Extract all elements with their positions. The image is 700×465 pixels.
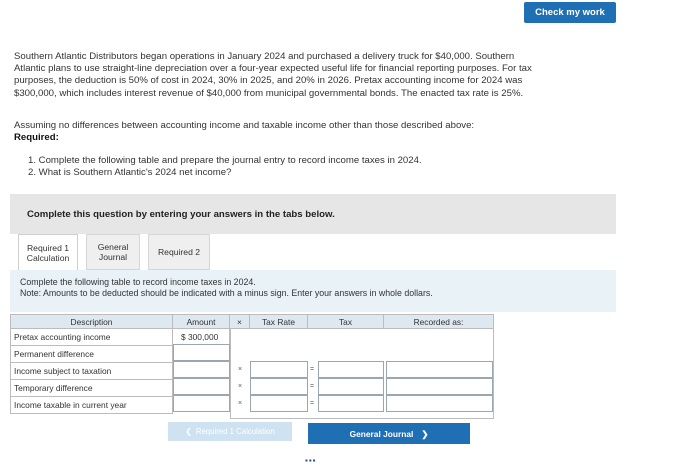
tab-label: Required 1 (26, 242, 70, 253)
tax-temporary-input[interactable] (318, 378, 384, 395)
chevron-right-icon: ❯ (421, 428, 429, 439)
row-label-temporary: Temporary difference (10, 380, 173, 397)
required-label: Required: (14, 132, 59, 143)
header-amount: Amount (173, 314, 230, 329)
task-item: 2. What is Southern Atlantic's 2024 net income? (28, 167, 232, 178)
intro-line: Southern Atlantic Distributors began operations in January 2024 and purchased a delivery truck for $40,000. Southern (14, 51, 515, 62)
prev-tab-button[interactable] (168, 422, 292, 441)
tab-label: Calculation (26, 252, 70, 263)
row-label-income-taxable: Income taxable in current year (10, 397, 173, 414)
amount-pretax: $ 300,000 (173, 329, 230, 346)
times-operator: × (237, 366, 243, 373)
tax-rate-temporary-input[interactable] (250, 378, 308, 395)
tax-rate-income-subject-input[interactable] (250, 361, 308, 378)
header-times: × (230, 314, 250, 329)
header-recorded-as: Recorded as: (384, 314, 494, 329)
header-tax: Tax (308, 314, 384, 329)
tab-label: General (97, 242, 129, 252)
recorded-as-income-subject-input[interactable] (386, 361, 493, 378)
assumption-block (14, 120, 474, 144)
recorded-as-temporary-input[interactable] (386, 378, 493, 395)
header-description: Description (10, 314, 173, 329)
next-tab-label: General Journal (349, 428, 414, 439)
row-label-pretax: Pretax accounting income (10, 329, 173, 346)
instruction-note: Note: Amounts to be deducted should be indicated with a minus sign. Enter your answers in whole dollars. (20, 288, 433, 298)
tab-required-2[interactable] (148, 234, 210, 270)
intro-line: $300,000, which includes interest revenue of $40,000 from municipal governmental bonds. The enacted tax rate is 25%. (14, 87, 524, 99)
tab-general-journal[interactable] (86, 234, 140, 270)
amount-permanent-input[interactable] (173, 344, 230, 361)
tabs-banner: Complete this question by entering your answers in the tabs below. (10, 194, 616, 234)
recorded-as-income-taxable-input[interactable] (386, 395, 493, 412)
chevron-left-icon: ❮ (185, 427, 192, 436)
prev-tab-label: Required 1 Calculation (195, 427, 275, 436)
tax-income-taxable-input[interactable] (318, 395, 384, 412)
row-label-permanent: Permanent difference (10, 346, 173, 363)
instructions-panel (10, 270, 616, 312)
tax-rate-income-taxable-input[interactable] (250, 395, 308, 412)
task-item: 1. Complete the following table and prepare the journal entry to record income taxes in 2024. (28, 155, 422, 166)
intro-line: Atlantic plans to use straight-line depreciation over a four-year expected useful life for financial reporting purposes. For tax (14, 63, 532, 75)
tax-income-subject-input[interactable] (318, 361, 384, 378)
amount-income-taxable-input[interactable] (173, 395, 230, 412)
equals-operator: = (309, 366, 315, 373)
next-tab-button[interactable] (308, 423, 470, 444)
header-tax-rate: Tax Rate (250, 314, 308, 329)
equals-operator: = (309, 400, 315, 407)
times-operator: × (237, 383, 243, 390)
intro-line: purposes, the deduction is 50% of cost in 2024, 30% in 2025, and 20% in 2026. Pretax accounting income for 2024 was (14, 75, 523, 87)
amount-temporary-input[interactable] (173, 378, 230, 395)
tab-label: Journal (98, 252, 128, 262)
times-operator: × (237, 400, 243, 407)
problem-intro (14, 51, 614, 100)
pager-dots: ▪▪▪ (305, 456, 317, 465)
check-my-work-button[interactable]: Check my work (524, 2, 616, 23)
amount-income-subject-input[interactable] (173, 361, 230, 378)
equals-operator: = (309, 383, 315, 390)
row-label-income-subject: Income subject to taxation (10, 363, 173, 380)
assumption-text: Assuming no differences between accounting income and taxable income other than those described above: (14, 120, 475, 131)
task-list (28, 155, 422, 179)
tab-label: Required 2 (157, 247, 201, 257)
instruction-text: Complete the following table to record income taxes in 2024. (20, 277, 256, 287)
tab-required-1-calculation[interactable] (18, 234, 78, 270)
